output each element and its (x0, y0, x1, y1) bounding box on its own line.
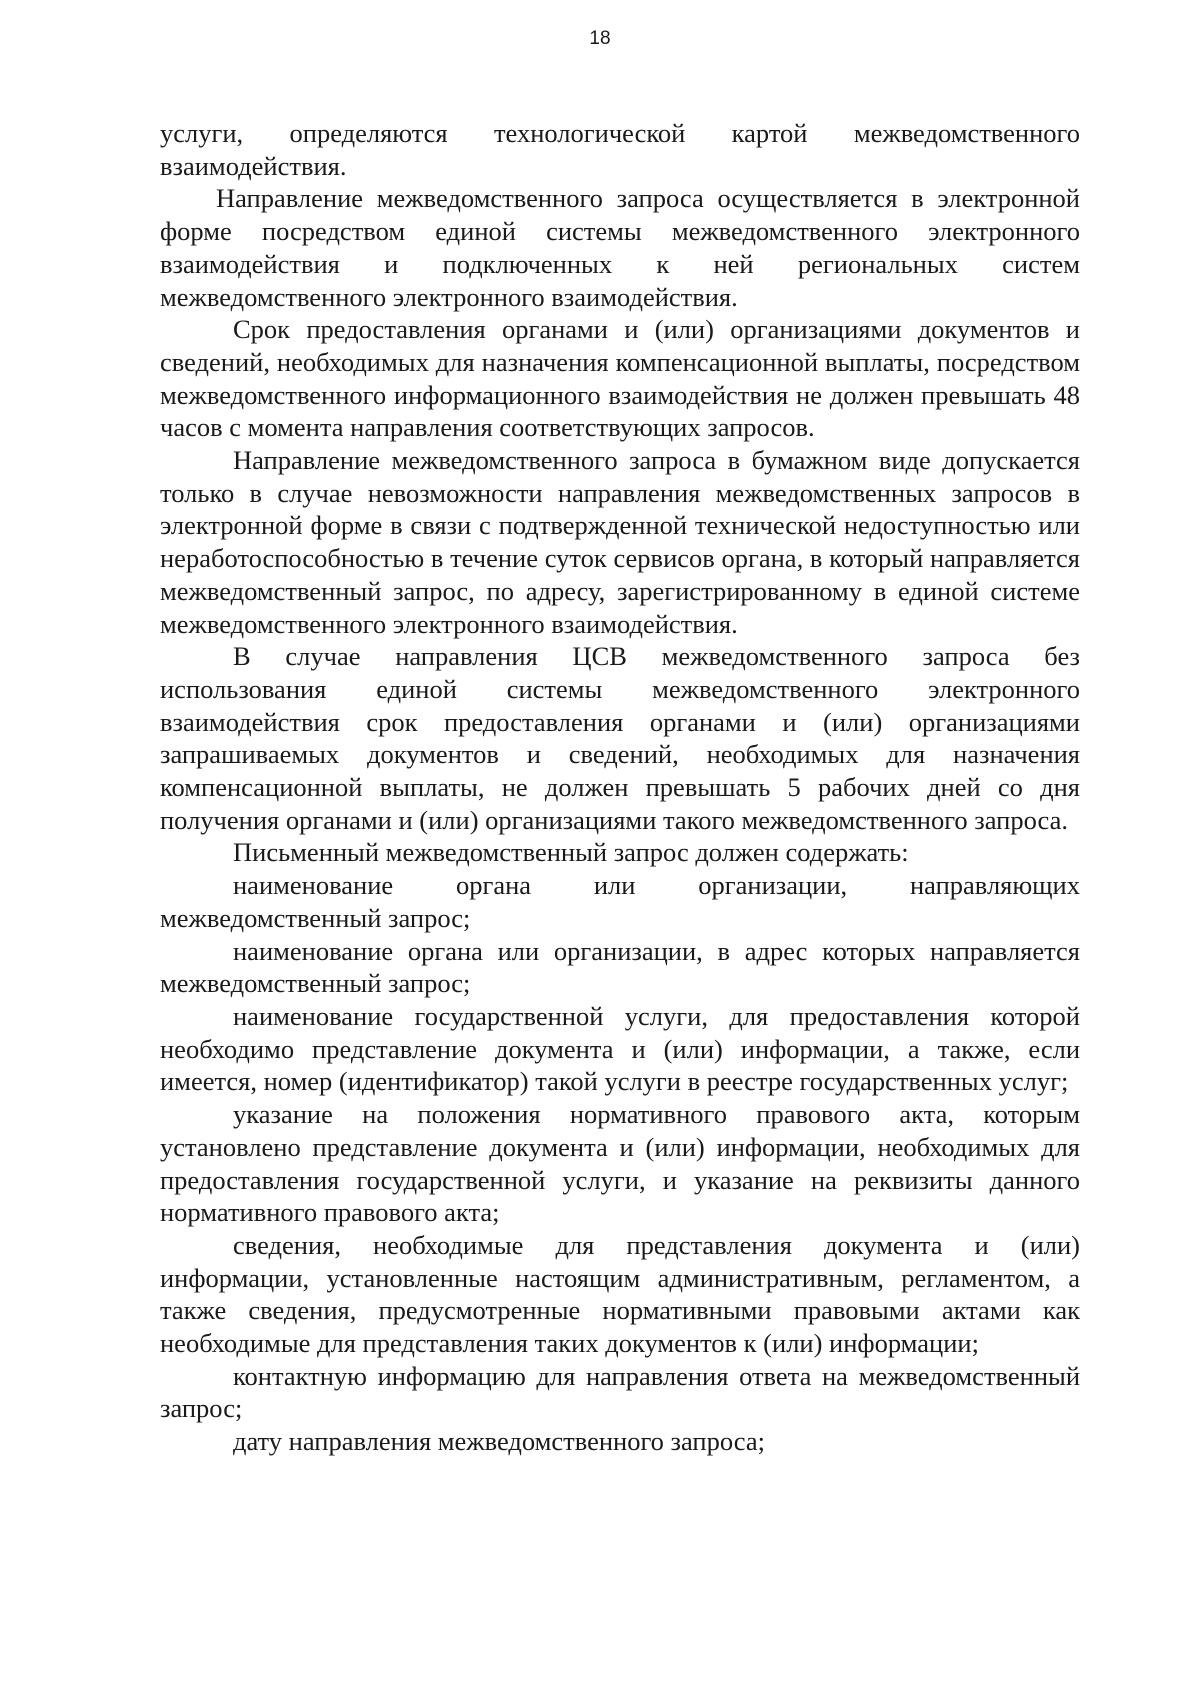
paragraph-3: Срок предоставления органами и (или) организациями документов и сведений, необходимых для назначения компенсационной выплаты, посредством межведомственного информационного взаимодействия не должен превышать 48 часов с момента направления соответствующих запросов. (160, 314, 1080, 443)
list-item-3: наименование государственной услуги, для предоставления которой необходимо представление документа и (или) информации, а также, если имеется, номер (идентификатор) такой услуги в реестре государственных услуг; (160, 1000, 1080, 1097)
paragraph-2: Направление межведомственного запроса осуществляется в электронной форме посредством единой системы межведомственного электронного взаимодействия и подключенных к ней региональных систем межведомственного электронного взаимодействия. (160, 183, 1080, 312)
list-item-7: дату направления межведомственного запроса; (233, 1426, 765, 1457)
paragraph-1: услуги, определяются технологической картой межведомственного взаимодействия. (160, 118, 1080, 181)
list-item-4: указание на положения нормативного правового акта, которым установлено представление документа и (или) информации, необходимых для предоставления государственной услуги, и указание на реквизиты данного нормативного правового акта; (160, 1099, 1080, 1228)
list-item-2: наименование органа или организации, в адрес которых направляется межведомственный запрос; (160, 935, 1080, 999)
paragraph-4: Направление межведомственного запроса в бумажном виде допускается только в случае невозможности направления межведомственных запросов в электронной форме в связи с подтвержденной технической недоступностью или неработоспособностью в течение суток сервисов органа, в который направляется межведомственный запрос, по адресу, зарегистрированному в единой системе межведомственного электронного взаимодействия. (160, 445, 1080, 639)
list-item-1: наименование органа или организации, направляющих межведомственный запрос; (160, 870, 1080, 933)
list-item-5: сведения, необходимые для представления документа и (или) информации, установленные настоящим административным, регламентом, а также сведения, предусмотренные нормативными правовыми актами как необходимые для представления таких документов к (или) информации; (160, 1229, 1080, 1359)
list-item-6: контактную информацию для направления ответа на межведомственный запрос; (160, 1360, 1080, 1424)
paragraph-6: Письменный межведомственный запрос должен содержать: (233, 837, 909, 868)
paragraph-5: В случае направления ЦСВ межведомственного запроса без использования единой системы межведомственного электронного взаимодействия срок предоставления органами и (или) организациями запрашиваемых документов и сведений, необходимых для назначения компенсационной выплаты, не должен превышать 5 рабочих дней со дня получения органами и (или) организациями такого межведомственного запроса. (160, 641, 1080, 835)
page-number: 18 (589, 28, 611, 49)
document-body (160, 117, 1080, 1458)
